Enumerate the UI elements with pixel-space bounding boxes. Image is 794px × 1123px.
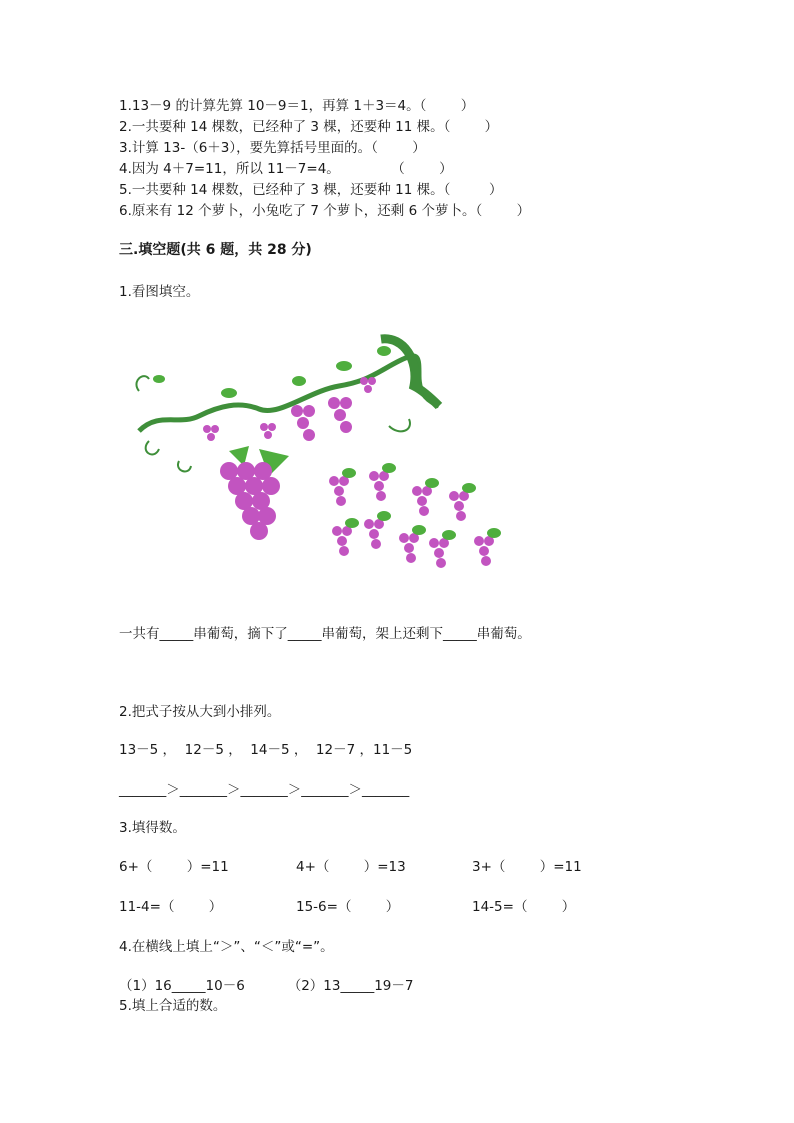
hanging-bunches bbox=[203, 377, 376, 441]
large-grape-bunch bbox=[220, 446, 289, 540]
judge-item-5: 5.一共要种 14 棵数，已经种了 3 棵，还要种 11 棵。（ ） bbox=[119, 182, 503, 198]
q3-item-3: 3+（ ）=11 bbox=[472, 859, 582, 875]
q4-prompt: 4.在横线上填上“＞”、“＜”或“=”。 bbox=[119, 939, 334, 955]
judge-item-2: 2.一共要种 14 棵数，已经种了 3 棵，还要种 11 棵。（ ） bbox=[119, 119, 499, 135]
q2-expressions: 13－5 ， 12－5 ， 14－5 ， 12－7 ，11－5 bbox=[119, 742, 413, 758]
q2-prompt: 2.把式子按从大到小排列。 bbox=[119, 704, 281, 720]
section-title: 三.填空题(共 6 题，共 28 分) bbox=[119, 242, 312, 258]
q3-item-5: 15-6=（ ） bbox=[296, 899, 400, 915]
q3-item-1: 6+（ ）=11 bbox=[119, 859, 229, 875]
judge-item-4: 4.因为 4＋7=11，所以 11－7=4。 （ ） bbox=[119, 161, 453, 177]
q1-sentence: 一共有_____串葡萄，摘下了_____串葡萄，架上还剩下_____串葡萄。 bbox=[119, 626, 531, 642]
q4-items: （1）16_____10－6 （2）13_____19－7 bbox=[119, 978, 414, 994]
q3-item-2: 4+（ ）=13 bbox=[296, 859, 406, 875]
q3-item-6: 14-5=（ ） bbox=[472, 899, 576, 915]
q5-prompt: 5.填上合适的数。 bbox=[119, 998, 227, 1014]
q3-item-4: 11-4=（ ） bbox=[119, 899, 223, 915]
q1-prompt: 1.看图填空。 bbox=[119, 284, 200, 300]
judge-item-6: 6.原来有 12 个萝卜，小兔吃了 7 个萝卜，还剩 6 个萝卜。（ ） bbox=[119, 203, 531, 219]
judge-item-3: 3.计算 13-（6＋3），要先算括号里面的。（ ） bbox=[119, 140, 426, 156]
judge-item-1: 1.13－9 的计算先算 10－9＝1，再算 1＋3＝4。（ ） bbox=[119, 98, 475, 114]
q3-prompt: 3.填得数。 bbox=[119, 820, 186, 836]
grapes-picture bbox=[119, 331, 509, 583]
vine-illustration bbox=[136, 339, 439, 472]
q2-blanks: _______＞_______＞_______＞_______＞_______ bbox=[119, 782, 410, 798]
